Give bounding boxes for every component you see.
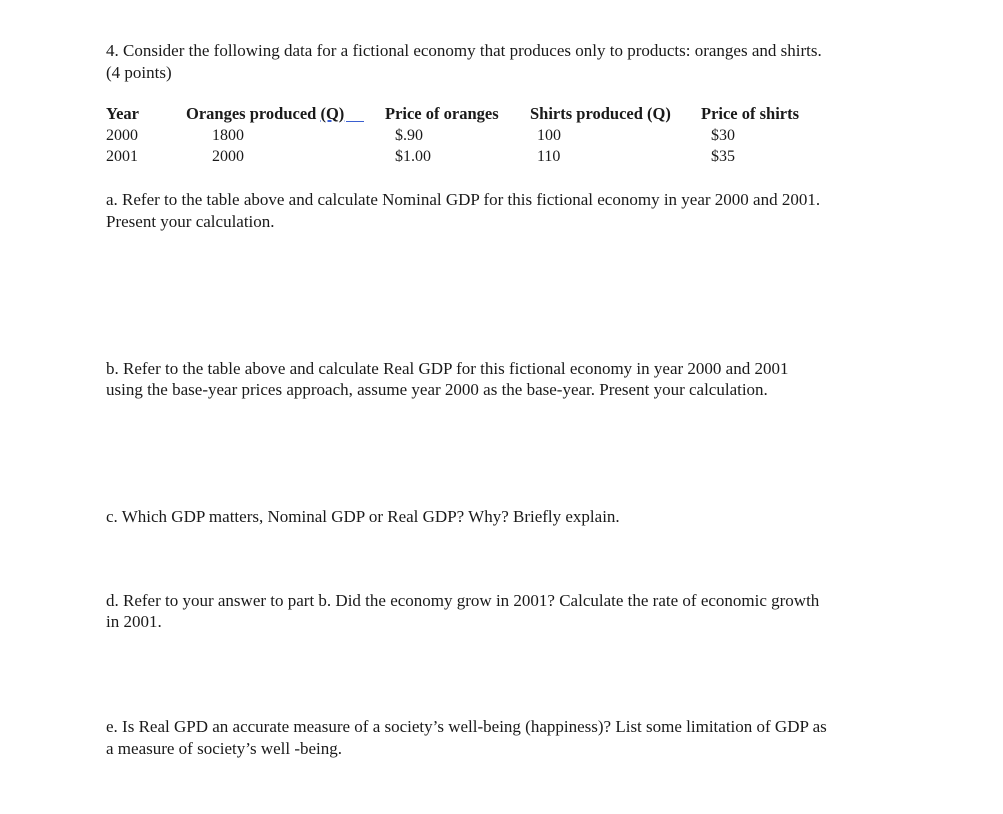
row-2000-price-oranges: $.90 bbox=[395, 127, 423, 144]
header-price-oranges: Price of oranges bbox=[385, 104, 499, 123]
header-year: Year bbox=[106, 104, 139, 123]
row-2001-price-oranges: $1.00 bbox=[395, 148, 431, 165]
row-2001-year: 2001 bbox=[106, 148, 138, 165]
part-a-line1: a. Refer to the table above and calculate Nominal GDP for this fictional economy in year 2000 and 2001. bbox=[106, 190, 821, 209]
part-d-line1: d. Refer to your answer to part b. Did the economy grow in 2001? Calculate the rate of economic growth bbox=[106, 591, 820, 610]
header-oranges-q: (Q) bbox=[320, 104, 345, 123]
part-d-line2: in 2001. bbox=[106, 612, 162, 631]
header-shirts-produced: Shirts produced (Q) bbox=[530, 104, 671, 123]
question-intro-line1: 4. Consider the following data for a fictional economy that produces only to products: oranges and shirts. bbox=[106, 41, 822, 60]
row-2000-shirts: 100 bbox=[537, 127, 561, 144]
part-b-line1: b. Refer to the table above and calculate Real GDP for this fictional economy in year 2000 and 2001 bbox=[106, 359, 789, 378]
part-c-line1: c. Which GDP matters, Nominal GDP or Real GDP? Why? Briefly explain. bbox=[106, 507, 620, 526]
part-e-line1: e. Is Real GPD an accurate measure of a society’s well-being (happiness)? List some limitation of GDP as bbox=[106, 717, 827, 736]
header-oranges-produced bbox=[186, 104, 364, 124]
row-2001-price-shirts: $35 bbox=[711, 148, 735, 165]
question-intro-line2: (4 points) bbox=[106, 63, 172, 82]
part-a-line2: Present your calculation. bbox=[106, 212, 275, 231]
row-2001-shirts: 110 bbox=[537, 148, 561, 165]
row-2000-year: 2000 bbox=[106, 127, 138, 144]
header-oranges-prefix: Oranges produced bbox=[186, 104, 321, 123]
header-underline-tail bbox=[346, 120, 364, 122]
part-b-line2: using the base-year prices approach, assume year 2000 as the base-year. Present your calculation. bbox=[106, 380, 768, 399]
part-e-line2: a measure of society’s well -being. bbox=[106, 739, 343, 758]
row-2001-oranges: 2000 bbox=[212, 148, 244, 165]
row-2000-price-shirts: $30 bbox=[711, 127, 735, 144]
row-2000-oranges: 1800 bbox=[212, 127, 244, 144]
header-price-shirts: Price of shirts bbox=[701, 104, 800, 123]
